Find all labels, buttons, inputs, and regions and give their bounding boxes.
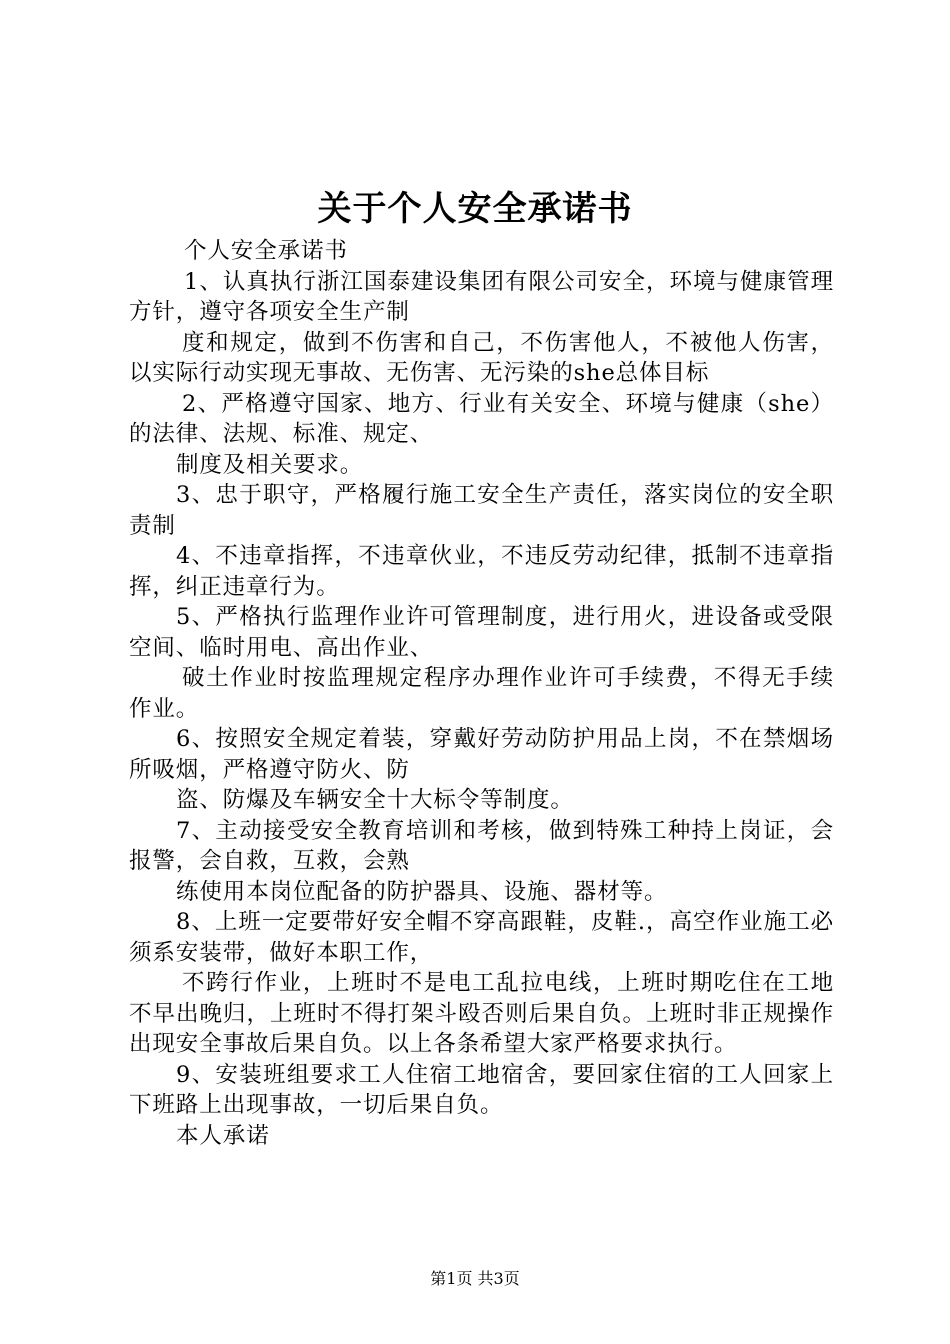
paragraph-item-8: 8、上班一定要带好安全帽不穿高跟鞋，皮鞋.，高空作业施工必须系安装带，做好本职工作， [129,909,834,966]
paragraph-item-6: 6、按照安全规定着装，穿戴好劳动防护用品上岗，不在禁烟场所吸烟，严格遵守防火、防 [129,726,834,783]
paragraph-item-6-cont: 盗、防爆及车辆安全十大标令等制度。 [176,787,574,813]
paragraph-item-9: 9、安装班组要求工人住宿工地宿舍，要回家住宿的工人回家上下班路上出现事故，一切后果自负。 [129,1061,834,1118]
paragraph-item-1: 1、认真执行浙江国泰建设集团有限公司安全，环境与健康管理方针，遵守各项安全生产制 [129,268,834,325]
paragraph-item-2: 2、严格遵守国家、地方、行业有关安全、环境与健康（she）的法律、法规、标准、规定、 [129,390,834,447]
document-body [129,236,834,1151]
paragraph-item-7-cont: 练使用本岗位配备的防护器具、设施、器材等。 [176,878,668,905]
paragraph-signature: 本人承诺 [176,1122,270,1149]
paragraph-heading: 个人安全承诺书 [184,238,348,264]
paragraph-item-1-cont: 度和规定，做到不伤害和自己，不伤害他人，不被他人伤害，以实际行动实现无事故、无伤害、无污染的she总体目标 [129,329,834,386]
paragraph-item-5: 5、严格执行监理作业许可管理制度，进行用火，进设备或受限空间、临时用电、高出作业、 [129,604,834,661]
paragraph-item-8-cont: 不跨行作业，上班时不是电工乱拉电线，上班时期吃住在工地不早出晚归，上班时不得打架斗殴否则后果自负。上班时非正规操作出现安全事故后果自负。以上各条希望大家严格要求执行。 [129,970,834,1057]
paragraph-item-2-cont: 制度及相关要求。 [176,451,364,478]
paragraph-item-4: 4、不违章指挥，不违章伙业，不违反劳动纪律，抵制不违章指挥，纠正违章行为。 [129,543,834,600]
paragraph-item-7: 7、主动接受安全教育培训和考核，做到特殊工种持上岗证，会报警，会自救，互救，会熟 [129,817,834,874]
document-title: 关于个人安全承诺书 [317,189,633,229]
paragraph-item-3: 3、忠于职守，严格履行施工安全生产责任，落实岗位的安全职责制 [129,482,834,539]
paragraph-item-5-cont: 破土作业时按监理规定程序办理作业许可手续费，不得无手续作业。 [129,665,834,722]
page-number: 第1页 共3页 [430,1269,520,1288]
